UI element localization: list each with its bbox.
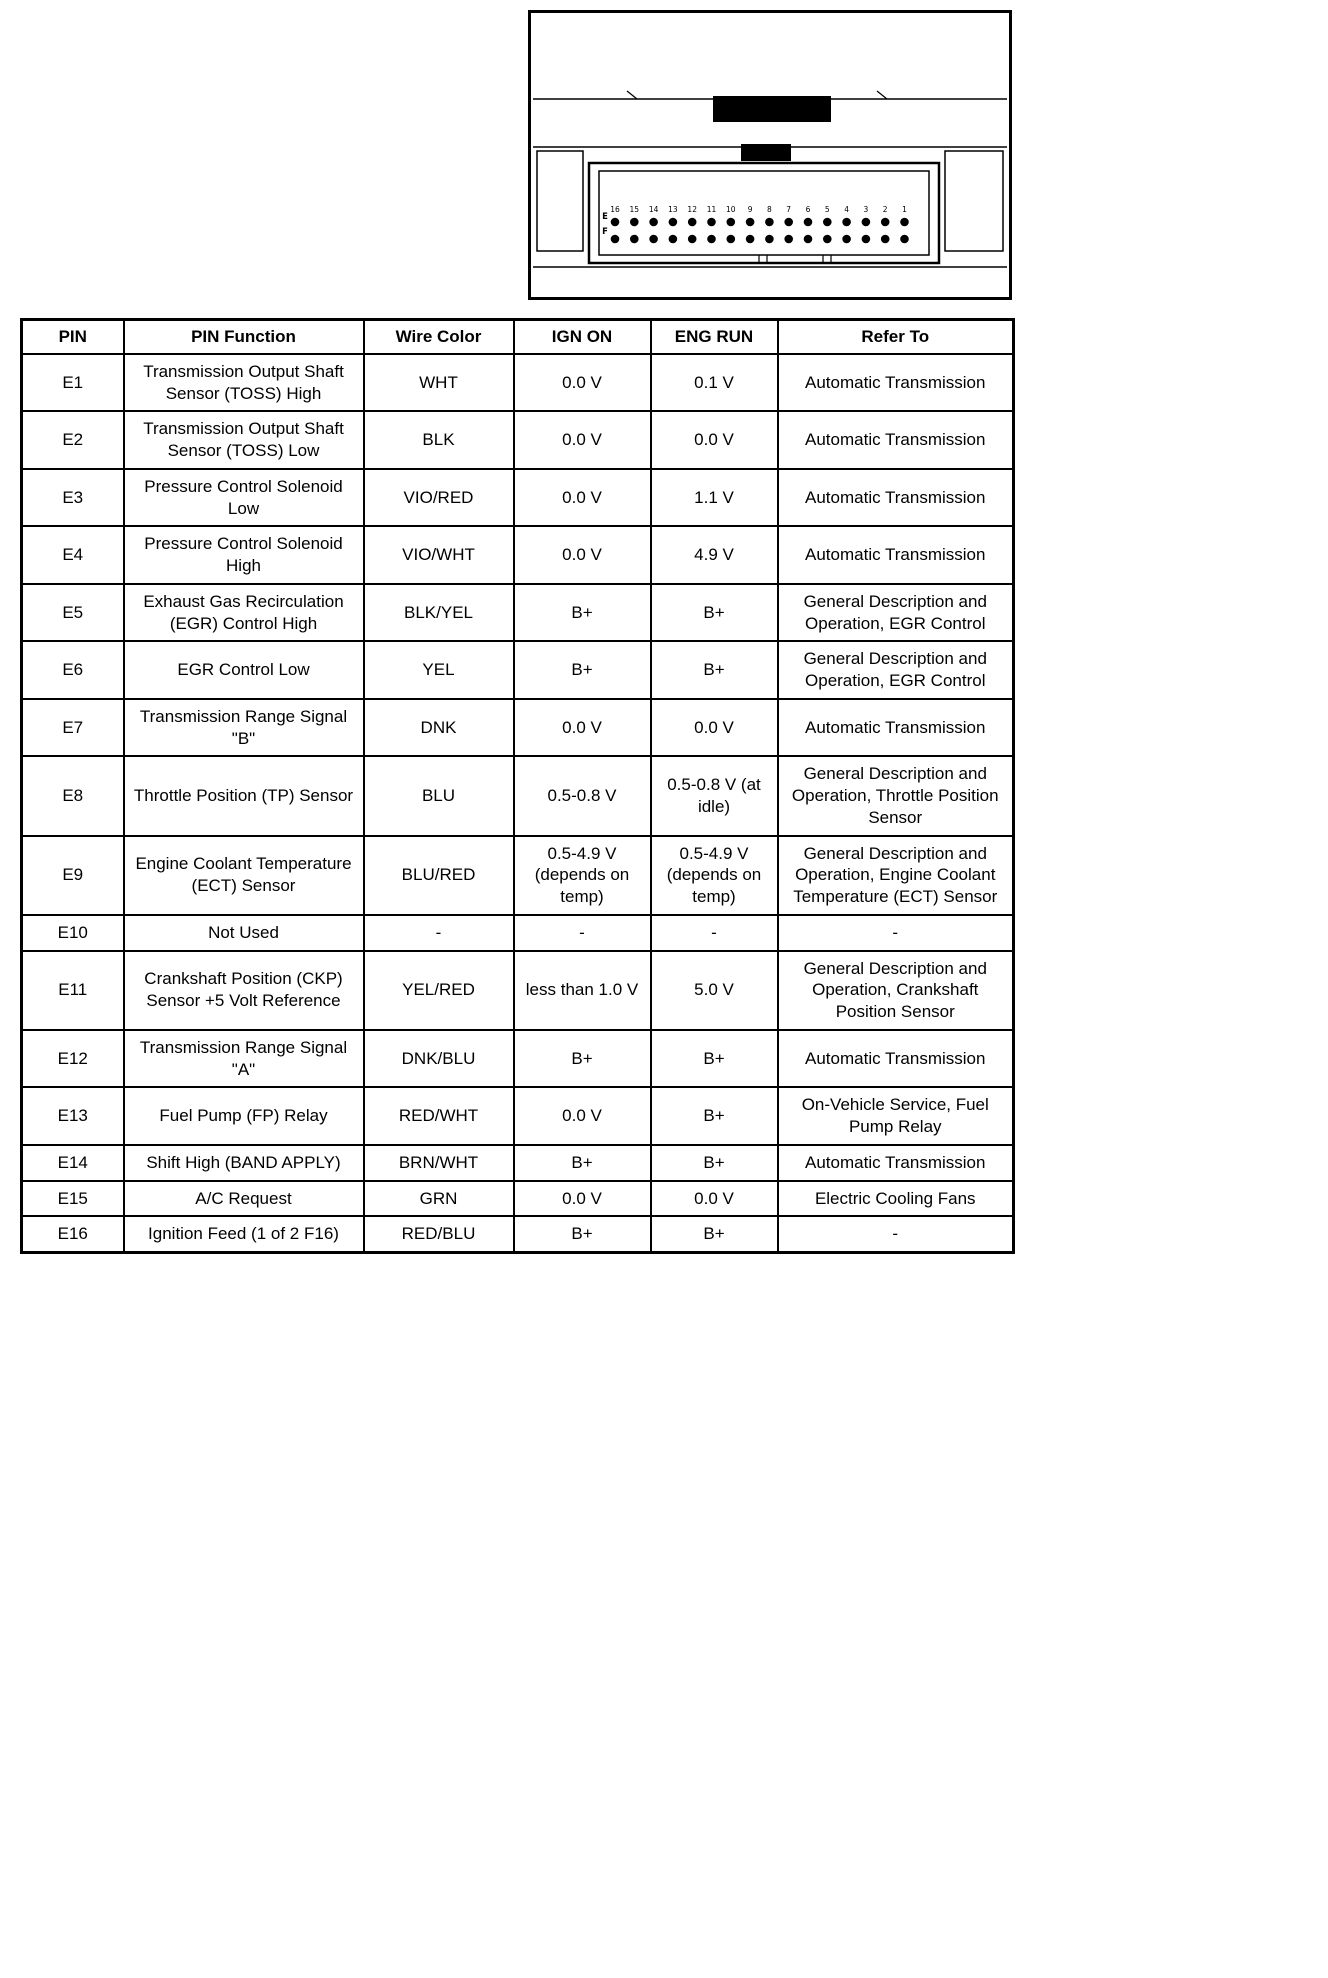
pin-dot [900, 235, 909, 244]
function-cell: Transmission Range Signal "A" [124, 1030, 364, 1088]
refer-to-cell: - [778, 1216, 1014, 1252]
table-row [22, 641, 1014, 699]
pin-number-label: 7 [786, 205, 792, 214]
pin-cell: E4 [22, 526, 124, 584]
wire-color-cell: RED/BLU [364, 1216, 514, 1252]
pin-cell: E5 [22, 584, 124, 642]
table-row [22, 1181, 1014, 1217]
wire-color-cell: BRN/WHT [364, 1145, 514, 1181]
ign-on-cell: B+ [514, 641, 651, 699]
function-cell: Pressure Control Solenoid High [124, 526, 364, 584]
pinout-table [20, 318, 1015, 1254]
pin-number-label: 13 [668, 205, 678, 214]
pin-dot [630, 218, 639, 227]
pin-dot [881, 218, 890, 227]
wire-color-cell: WHT [364, 354, 514, 412]
pin-dot [823, 235, 832, 244]
pin-dot [842, 218, 851, 227]
header-function: PIN Function [124, 320, 364, 354]
eng-run-cell: 0.5-4.9 V (depends on temp) [651, 836, 778, 915]
pin-dot [727, 218, 736, 227]
connector-tab-small [741, 144, 791, 161]
ign-on-cell: 0.0 V [514, 1181, 651, 1217]
function-cell: Exhaust Gas Recirculation (EGR) Control High [124, 584, 364, 642]
table-row [22, 411, 1014, 469]
pin-number-label: 12 [687, 205, 697, 214]
pin-dot [842, 235, 851, 244]
function-cell: Pressure Control Solenoid Low [124, 469, 364, 527]
pin-cell: E14 [22, 1145, 124, 1181]
table-row [22, 836, 1014, 915]
pin-cell: E9 [22, 836, 124, 915]
pin-number-label: 4 [844, 205, 849, 214]
header-refer-to: Refer To [778, 320, 1014, 354]
pin-number-label: 10 [726, 205, 736, 214]
pin-dot [649, 218, 658, 227]
pin-cell: E1 [22, 354, 124, 412]
wire-color-cell: VIO/WHT [364, 526, 514, 584]
table-row [22, 1087, 1014, 1145]
pin-cell: E15 [22, 1181, 124, 1217]
ign-on-cell: B+ [514, 1145, 651, 1181]
refer-to-cell: Automatic Transmission [778, 699, 1014, 757]
pin-dot [688, 235, 697, 244]
pin-dot [630, 235, 639, 244]
ign-on-cell: 0.0 V [514, 469, 651, 527]
pin-dot [784, 235, 793, 244]
function-cell: Shift High (BAND APPLY) [124, 1145, 364, 1181]
pin-cell: E6 [22, 641, 124, 699]
refer-to-cell: General Description and Operation, Throttle Position Sensor [778, 756, 1014, 835]
header-wire-color: Wire Color [364, 320, 514, 354]
row-label-e: E [602, 212, 608, 222]
table-row [22, 756, 1014, 835]
function-cell: Transmission Range Signal "B" [124, 699, 364, 757]
function-cell: Transmission Output Shaft Sensor (TOSS) Low [124, 411, 364, 469]
pin-dot [804, 235, 813, 244]
ign-on-cell: 0.0 V [514, 526, 651, 584]
pin-dot [669, 218, 678, 227]
eng-run-cell: B+ [651, 1216, 778, 1252]
eng-run-cell: B+ [651, 584, 778, 642]
table-row [22, 354, 1014, 412]
refer-to-cell: Automatic Transmission [778, 526, 1014, 584]
pin-cell: E12 [22, 1030, 124, 1088]
pin-cell: E3 [22, 469, 124, 527]
pin-number-label: 14 [648, 205, 659, 214]
wire-color-cell: VIO/RED [364, 469, 514, 527]
pin-number-label: 5 [824, 205, 830, 214]
header-pin: PIN [22, 320, 124, 354]
eng-run-cell: 0.0 V [651, 699, 778, 757]
wire-color-cell: GRN [364, 1181, 514, 1217]
refer-to-cell: Automatic Transmission [778, 354, 1014, 412]
pin-dot [784, 218, 793, 227]
refer-to-cell: - [778, 915, 1014, 951]
pin-dot [611, 235, 620, 244]
function-cell: Fuel Pump (FP) Relay [124, 1087, 364, 1145]
pin-number-label: 16 [610, 205, 620, 214]
eng-run-cell: 4.9 V [651, 526, 778, 584]
table-row [22, 469, 1014, 527]
eng-run-cell: 0.0 V [651, 1181, 778, 1217]
ign-on-cell: 0.0 V [514, 1087, 651, 1145]
pin-cell: E2 [22, 411, 124, 469]
table-row [22, 1145, 1014, 1181]
function-cell: EGR Control Low [124, 641, 364, 699]
ign-on-cell: - [514, 915, 651, 951]
wire-color-cell: BLU [364, 756, 514, 835]
table-row [22, 915, 1014, 951]
table-header-row [22, 320, 1014, 354]
refer-to-cell: Electric Cooling Fans [778, 1181, 1014, 1217]
pin-number-label: 3 [863, 205, 869, 214]
eng-run-cell: 0.1 V [651, 354, 778, 412]
pin-dot [900, 218, 909, 227]
pin-number-label: 6 [805, 205, 811, 214]
connector-tab-large [713, 96, 831, 122]
ign-on-cell: 0.5-4.9 V (depends on temp) [514, 836, 651, 915]
wire-color-cell: BLK/YEL [364, 584, 514, 642]
pin-cell: E13 [22, 1087, 124, 1145]
table-row [22, 699, 1014, 757]
pin-number-label: 2 [882, 205, 888, 214]
refer-to-cell: General Description and Operation, EGR Control [778, 584, 1014, 642]
connector-diagram [531, 13, 1009, 297]
pin-dot [707, 235, 716, 244]
pin-dot [688, 218, 697, 227]
left-connector-outline [537, 151, 583, 251]
wire-color-cell: DNK [364, 699, 514, 757]
table-row [22, 1030, 1014, 1088]
table-row [22, 1216, 1014, 1252]
eng-run-cell: 5.0 V [651, 951, 778, 1030]
pin-dot [862, 218, 871, 227]
ign-on-cell: less than 1.0 V [514, 951, 651, 1030]
table-row [22, 951, 1014, 1030]
refer-to-cell: Automatic Transmission [778, 1145, 1014, 1181]
pin-cell: E10 [22, 915, 124, 951]
function-cell: Throttle Position (TP) Sensor [124, 756, 364, 835]
pin-dot [611, 218, 620, 227]
ign-on-cell: 0.0 V [514, 411, 651, 469]
function-cell: Transmission Output Shaft Sensor (TOSS) High [124, 354, 364, 412]
pin-dot [727, 235, 736, 244]
pin-number-label: 1 [902, 205, 907, 214]
eng-run-cell: 0.0 V [651, 411, 778, 469]
eng-run-cell: B+ [651, 641, 778, 699]
pin-number-label: 8 [767, 205, 772, 214]
pin-number-label: 9 [747, 205, 753, 214]
wire-color-cell: BLK [364, 411, 514, 469]
eng-run-cell: B+ [651, 1145, 778, 1181]
pin-number-label: 11 [706, 205, 717, 214]
pin-cell: E16 [22, 1216, 124, 1252]
wire-color-cell: RED/WHT [364, 1087, 514, 1145]
wire-color-cell: YEL [364, 641, 514, 699]
function-cell: Engine Coolant Temperature (ECT) Sensor [124, 836, 364, 915]
pin-cell: E8 [22, 756, 124, 835]
pin-dot [649, 235, 658, 244]
connector-figure [528, 10, 1012, 300]
eng-run-cell: 0.5-0.8 V (at idle) [651, 756, 778, 835]
wire-color-cell: - [364, 915, 514, 951]
refer-to-cell: Automatic Transmission [778, 411, 1014, 469]
table-row [22, 584, 1014, 642]
refer-to-cell: Automatic Transmission [778, 469, 1014, 527]
pin-dot [707, 218, 716, 227]
row-label-f: F [602, 227, 608, 237]
header-ign-on: IGN ON [514, 320, 651, 354]
pin-dot [823, 218, 832, 227]
function-cell: Not Used [124, 915, 364, 951]
refer-to-cell: Automatic Transmission [778, 1030, 1014, 1088]
ign-on-cell: B+ [514, 584, 651, 642]
pin-dot [804, 218, 813, 227]
pin-dot [862, 235, 871, 244]
eng-run-cell: 1.1 V [651, 469, 778, 527]
pin-number-label: 15 [629, 205, 640, 214]
refer-to-cell: General Description and Operation, EGR Control [778, 641, 1014, 699]
wire-color-cell: DNK/BLU [364, 1030, 514, 1088]
refer-to-cell: General Description and Operation, Engine Coolant Temperature (ECT) Sensor [778, 836, 1014, 915]
wire-color-cell: YEL/RED [364, 951, 514, 1030]
function-cell: A/C Request [124, 1181, 364, 1217]
ign-on-cell: B+ [514, 1216, 651, 1252]
function-cell: Ignition Feed (1 of 2 F16) [124, 1216, 364, 1252]
pin-table-body [22, 354, 1014, 1253]
eng-run-cell: B+ [651, 1087, 778, 1145]
eng-run-cell: - [651, 915, 778, 951]
refer-to-cell: On-Vehicle Service, Fuel Pump Relay [778, 1087, 1014, 1145]
pin-cell: E11 [22, 951, 124, 1030]
function-cell: Crankshaft Position (CKP) Sensor +5 Volt Reference [124, 951, 364, 1030]
eng-run-cell: B+ [651, 1030, 778, 1088]
refer-to-cell: General Description and Operation, Crankshaft Position Sensor [778, 951, 1014, 1030]
right-connector-outline [945, 151, 1003, 251]
pin-dot [881, 235, 890, 244]
ign-on-cell: 0.5-0.8 V [514, 756, 651, 835]
pin-dot [765, 218, 774, 227]
ign-on-cell: B+ [514, 1030, 651, 1088]
pin-dot [746, 218, 755, 227]
table-row [22, 526, 1014, 584]
pin-dot [746, 235, 755, 244]
ign-on-cell: 0.0 V [514, 354, 651, 412]
pin-dot [669, 235, 678, 244]
wire-color-cell: BLU/RED [364, 836, 514, 915]
ign-on-cell: 0.0 V [514, 699, 651, 757]
header-eng-run: ENG RUN [651, 320, 778, 354]
pin-dot [765, 235, 774, 244]
pin-cell: E7 [22, 699, 124, 757]
